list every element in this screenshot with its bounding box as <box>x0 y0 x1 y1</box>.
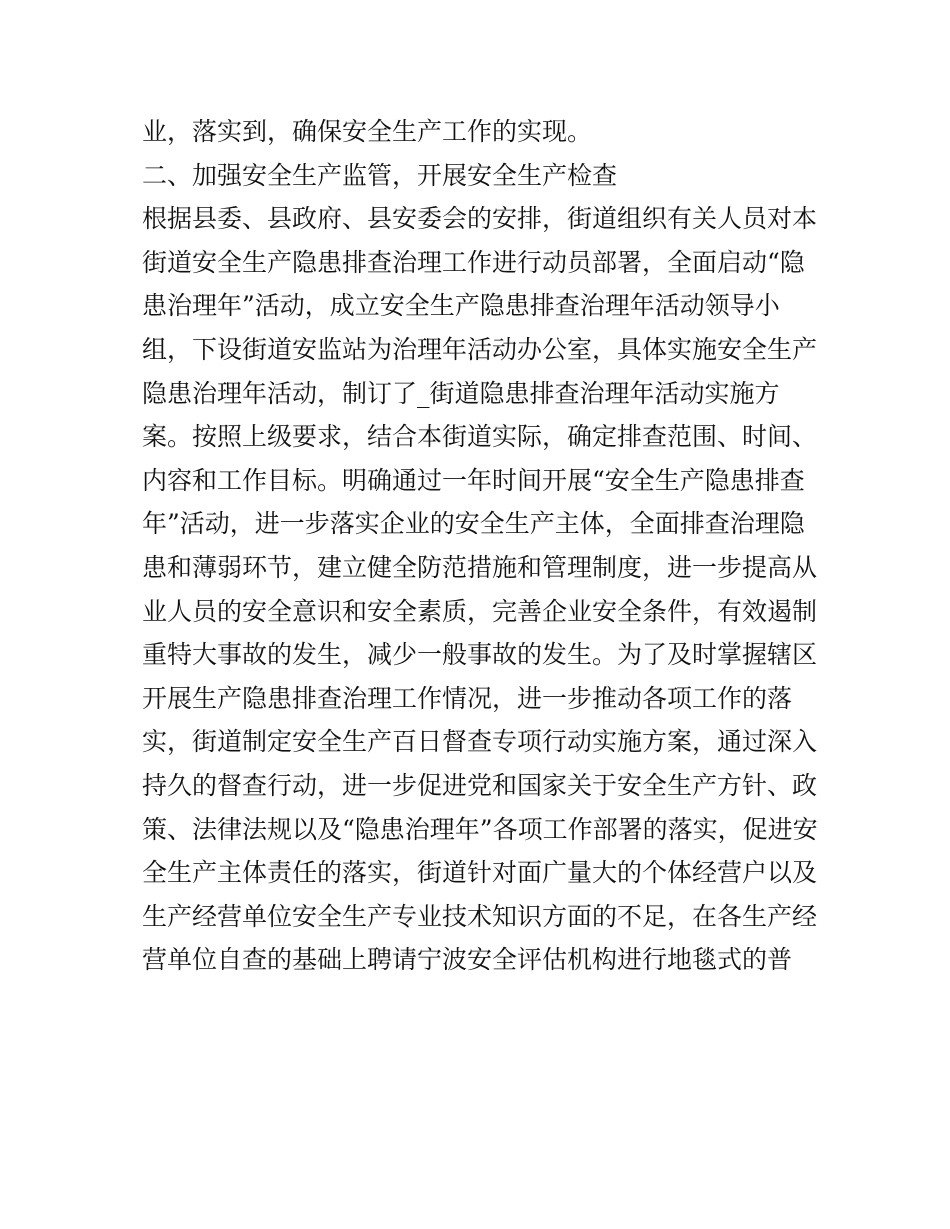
text-line: 年”活动，进一步落实企业的安全生产主体，全面排查治理隐 <box>142 509 805 539</box>
text-line: 内容和工作目标。明确通过一年时间开展“安全生产隐患排查 <box>142 465 805 495</box>
text-line: 案。按照上级要求，结合本街道实际，确定排查范围、时间、 <box>142 422 818 452</box>
text-line: 街道安全生产隐患排查治理工作进行动员部署，全面启动“隐 <box>142 247 805 277</box>
text-line: 生产经营单位安全生产专业技术知识方面的不足，在各生产经 <box>142 901 818 931</box>
text-line: 持久的督查行动，进一步促进党和国家关于安全生产方针、政 <box>142 770 818 800</box>
text-line: 患和薄弱环节，建立健全防范措施和管理制度，进一步提高从 <box>142 552 818 582</box>
text-line: 实，街道制定安全生产百日督查专项行动实施方案，通过深入 <box>142 727 818 757</box>
section-heading: 二、加强安全生产监管，开展安全生产检查 <box>142 160 618 190</box>
text-line: 营单位自查的基础上聘请宁波安全评估机构进行地毯式的普 <box>142 945 793 975</box>
text-line: 业，落实到，确保安全生产工作的实现。 <box>142 117 593 146</box>
text-line: 开展生产隐患排查治理工作情况，进一步推动各项工作的落 <box>142 683 793 713</box>
text-line: 根据县委、县政府、县安委会的安排，街道组织有关人员对本 <box>142 204 818 234</box>
text-line: 隐患治理年活动，制订了_街道隐患排查治理年活动实施方 <box>142 378 780 408</box>
text-line: 业人员的安全意识和安全素质，完善企业安全条件，有效遏制 <box>142 596 818 626</box>
text-line: 全生产主体责任的落实，街道针对面广量大的个体经营户以及 <box>142 858 818 888</box>
text-line: 策、法律法规以及“隐患治理年”各项工作部署的落实，促进安 <box>142 814 818 844</box>
text-line: 组，下设街道安监站为治理年活动办公室，具体实施安全生产 <box>142 334 818 364</box>
document-body <box>142 110 822 982</box>
text-line: 患治理年”活动，成立安全生产隐患排查治理年活动领导小 <box>142 291 780 321</box>
text-line: 重特大事故的发生，减少一般事故的发生。为了及时掌握辖区 <box>142 640 818 670</box>
